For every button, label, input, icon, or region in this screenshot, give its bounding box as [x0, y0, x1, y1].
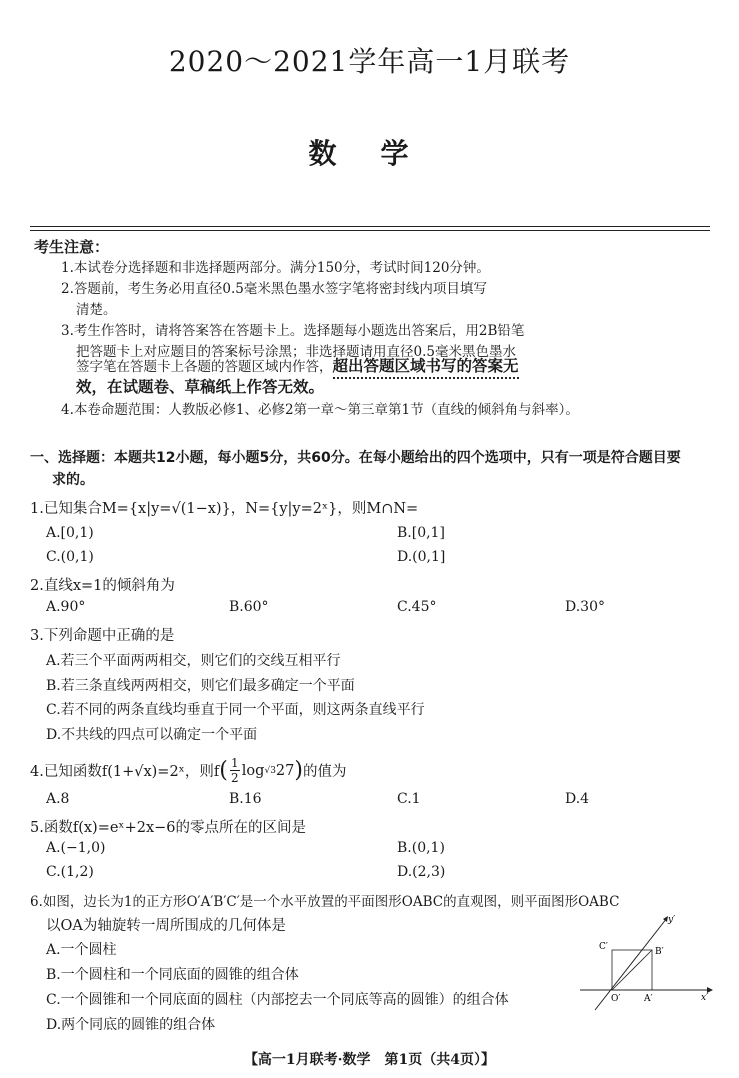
y-axis [595, 918, 667, 1010]
question-6-stem-line-1: 6.如图，边长为1的正方形O′A′B′C′是一个水平放置的平面图形OABC的直观图，则平面图形OABC [30, 894, 620, 910]
q3-option-c: C.若不同的两条直线均垂直于同一个平面，则这两条直线平行 [46, 702, 425, 718]
q4-log: log [241, 762, 265, 779]
notice-emphasis-2: 效，在试题卷、草稿纸上作答无效。 [76, 378, 325, 396]
subject-title: 数学 [308, 137, 453, 170]
exam-title: 2020～2021学年高一1月联考 [168, 45, 571, 78]
q3-option-a: A.若三个平面两两相交，则它们的交线互相平行 [46, 653, 341, 669]
label-c: C′ [599, 942, 608, 952]
notice-emphasis-1: 超出答题区域书写的答案无 [333, 357, 519, 379]
q6-option-c: C.一个圆锥和一个同底面的圆柱（内部挖去一个同底等高的圆锥）的组合体 [46, 992, 509, 1008]
notice-line-1: 1.本试卷分选择题和非选择题两部分。满分150分，考试时间120分钟。 [61, 260, 490, 276]
q4-option-d: D.4 [565, 791, 590, 807]
divider-bottom [30, 230, 710, 231]
question-2-stem: 2.直线x=1的倾斜角为 [30, 578, 175, 594]
q3-option-d: D.不共线的四点可以确定一个平面 [46, 727, 258, 743]
q3-option-b: B.若三条直线两两相交，则它们最多确定一个平面 [46, 678, 355, 694]
notice-line-3: 3.考生作答时，请将答案答在答题卡上。选择题每小题选出答案后，用2B铅笔 [61, 323, 525, 339]
q6-option-a: A.一个圆柱 [46, 942, 117, 958]
q5-option-a: A.(−1,0) [46, 840, 106, 856]
q2-option-b: B.60° [229, 599, 269, 615]
label-b: B′ [655, 947, 664, 957]
page-footer: 【高一1月联考·数学 第1页（共4页）】 [243, 1052, 496, 1068]
label-a: A′ [644, 994, 653, 1004]
notice-line-3c-text: 签字笔在答题卡上各题的答题区域内作答， [76, 359, 333, 375]
q6-option-b: B.一个圆柱和一个同底面的圆锥的组合体 [46, 967, 299, 983]
q4-frac-num: 1 [230, 756, 239, 770]
notice-line-4: 4.本卷命题范围：人教版必修1、必修2第一章～第三章第1节（直线的倾斜角与斜率）。 [61, 402, 579, 418]
notice-line-3c [76, 356, 519, 378]
q5-option-c: C.(1,2) [46, 864, 94, 880]
q4-log-base: √3 [264, 765, 276, 776]
question-1-stem: 1.已知集合M={x|y=√(1−x)}，N={y|y=2ˣ}，则M∩N= [30, 501, 419, 517]
q2-option-d: D.30° [565, 599, 605, 615]
q4-stem-suffix: 的值为 [302, 764, 347, 780]
question-3-stem: 3.下列命题中正确的是 [30, 628, 175, 644]
q4-fraction [230, 756, 240, 785]
q4-frac-den: 2 [230, 771, 239, 785]
q1-option-a: A.[0,1) [46, 525, 94, 541]
q1-option-c: C.(0,1) [46, 549, 94, 565]
q4-left-paren: ( [219, 757, 228, 783]
section-1-heading-cont: 求的。 [52, 472, 94, 488]
q1-option-d: D.(0,1] [397, 549, 446, 565]
q4-right-paren: ) [294, 757, 303, 783]
q2-option-c: C.45° [397, 599, 437, 615]
label-o: O′ [611, 994, 621, 1004]
divider-top [30, 226, 710, 227]
question-5-stem: 5.函数f(x)=eˣ+2x−6的零点所在的区间是 [30, 820, 306, 836]
notice-line-3b: 把答题卡上对应题目的答案标号涂黑；非选择题请用直径0.5毫米黑色墨水 [76, 344, 516, 360]
notice-line-2: 2.答题前，考生务必用直径0.5毫米黑色墨水签字笔将密封线内项目填写 [61, 281, 487, 297]
q6-option-d: D.两个同底的圆锥的组合体 [46, 1017, 216, 1033]
section-1-heading: 一、选择题：本题共12小题，每小题5分，共60分。在每小题给出的四个选项中，只有一项是符合题目要 [30, 450, 681, 466]
notice-line-2b: 清楚。 [76, 302, 117, 318]
y-axis-label: y′ [668, 915, 676, 925]
q4-option-a: A.8 [46, 791, 70, 807]
q4-option-c: C.1 [397, 791, 421, 807]
q5-option-b: B.(0,1) [397, 840, 445, 856]
question-4-stem [30, 756, 346, 785]
x-axis-label: x′ [701, 993, 709, 1003]
notice-heading: 考生注意： [34, 238, 110, 256]
q2-option-a: A.90° [46, 599, 86, 615]
q6-figure [575, 913, 715, 1013]
q4-log-arg: 27 [275, 762, 295, 779]
q5-option-d: D.(2,3) [397, 864, 446, 880]
diagonal [612, 950, 652, 990]
q4-stem-prefix: 4.已知函数f(1+√x)=2ˣ，则f [30, 764, 220, 780]
question-6-stem-line-2: 以OA为轴旋转一周所围成的几何体是 [46, 918, 286, 934]
q4-option-b: B.16 [229, 791, 262, 807]
q1-option-b: B.[0,1] [397, 525, 445, 541]
